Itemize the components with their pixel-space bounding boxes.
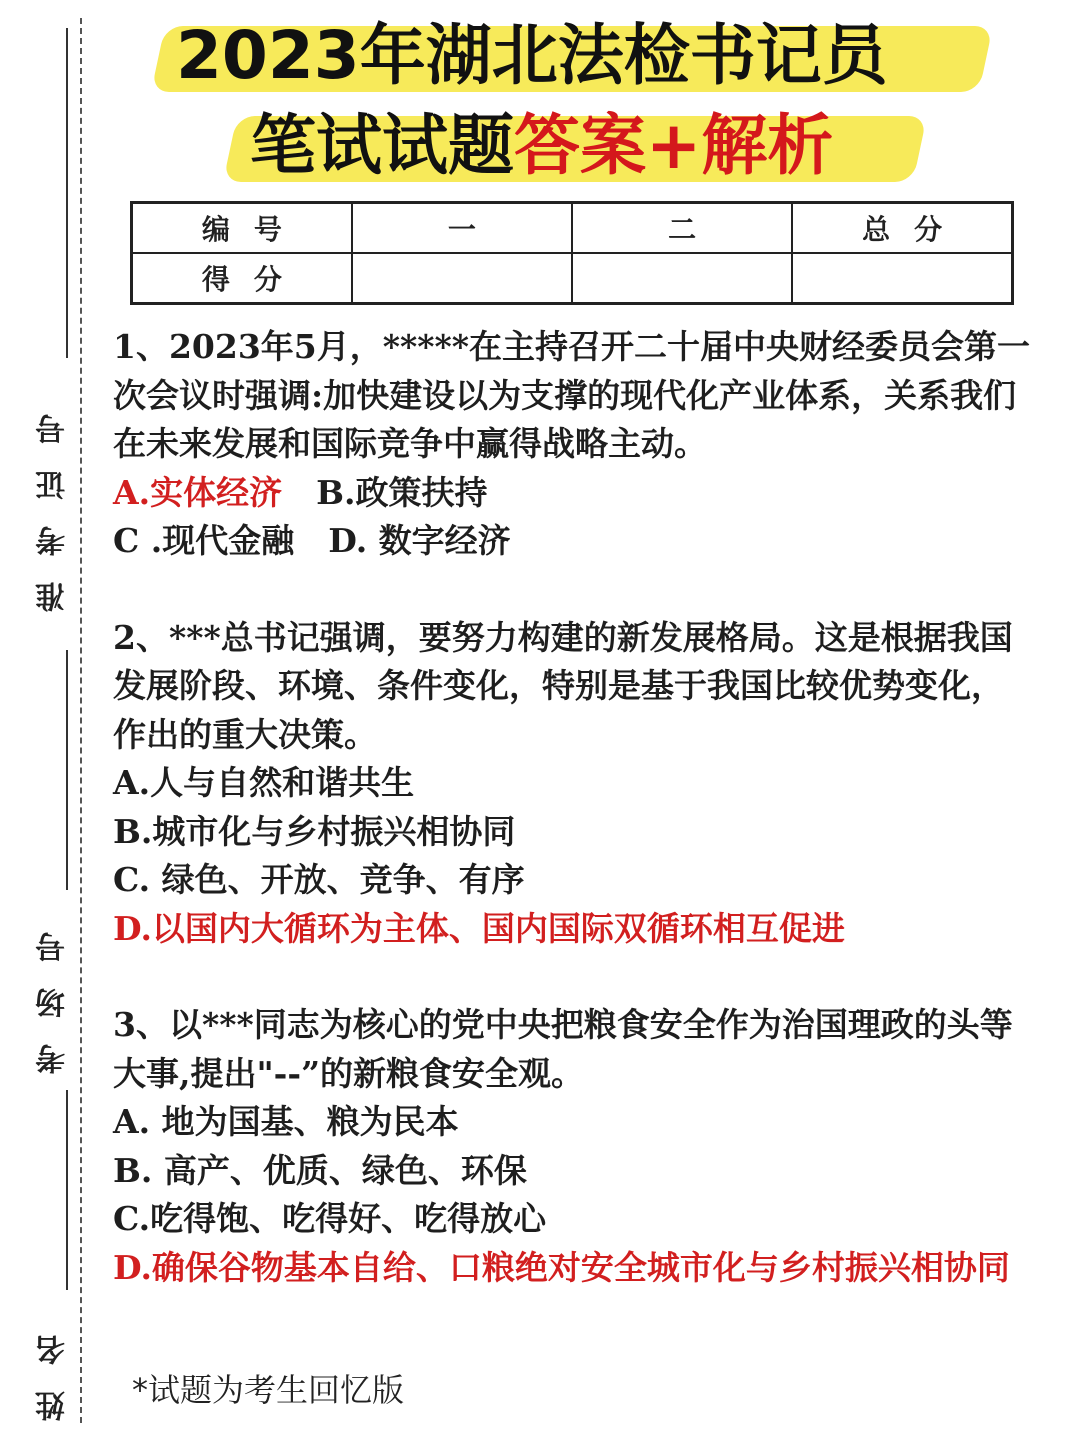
question-3-option-d: D.确保谷物基本自给、口粮绝对安全城市化与乡村振兴相协同 <box>113 1247 1010 1287</box>
title-line-2 <box>250 104 833 188</box>
question-1-options-row-2 <box>113 517 1033 566</box>
binding-margin <box>0 0 100 1443</box>
question-2-option-b: B.城市化与乡村振兴相协同 <box>113 811 516 851</box>
question-1-option-c: C .现代金融 <box>113 521 295 560</box>
question-2-stem: 2、***总书记强调，要努力构建的新发展格局。这是根据我国发展阶段、环境、条件变化，特别是基于我国比较优势变化，作出的重大决策。 <box>113 617 1013 754</box>
question-1-options-row-1 <box>113 469 1033 518</box>
score-row-label: 得分 <box>132 253 352 304</box>
score-cell-part-2[interactable] <box>572 253 792 304</box>
score-header-total: 总分 <box>792 203 1012 254</box>
score-cell-total[interactable] <box>792 253 1012 304</box>
score-table <box>130 201 1014 305</box>
score-header-number: 编号 <box>132 203 352 254</box>
score-table-header-row <box>132 203 1013 254</box>
question-list <box>113 323 1033 1292</box>
title-line-1 <box>176 14 888 98</box>
question-1-option-b: B.政策扶持 <box>316 472 488 512</box>
exam-id-blank <box>66 28 68 358</box>
question-3-option-b: B. 高产、优质、绿色、环保 <box>113 1150 527 1190</box>
room-no-blank <box>66 650 68 890</box>
title-text-1: 2023年湖北法检书记员 <box>176 17 888 94</box>
room-no-label: 考场号 <box>36 906 71 1074</box>
footnote: *试题为考生回忆版 <box>132 1371 405 1409</box>
title-text-2-black: 笔试试题 <box>250 107 514 184</box>
question-3-option-a: A. 地为国基、粮为民本 <box>113 1102 459 1141</box>
name-label: 姓名 <box>36 1309 71 1421</box>
question-1-option-d: D. 数字经济 <box>328 521 511 560</box>
score-header-part-2: 二 <box>572 203 792 254</box>
score-table-score-row <box>132 253 1013 304</box>
cut-line <box>80 18 82 1423</box>
question-3-option-c: C.吃得饱、吃得好、吃得放心 <box>113 1199 547 1238</box>
question-1-stem: 1、2023年5月，*****在主持召开二十届中央财经委员会第一次会议时强调:加快建设以为支撑的现代化产业体系，关系我们在未来发展和国际竞争中赢得战略主动。 <box>113 327 1031 463</box>
question-3-stem: 3、以***同志为核心的党中央把粮食安全作为治国理政的头等大事,提出"--”的新粮食安全观。 <box>113 1005 1013 1093</box>
title-text-2-red: 答案+解析 <box>514 107 834 184</box>
question-2-option-a: A.人与自然和谐共生 <box>113 763 415 802</box>
question-1-option-a: A.实体经济 <box>113 472 283 512</box>
exam-id-label: 准考证号 <box>36 388 71 612</box>
score-cell-part-1[interactable] <box>352 253 572 304</box>
question-2-option-d: D.以国内大循环为主体、国内国际双循环相互促进 <box>113 908 845 948</box>
name-blank <box>66 1090 68 1290</box>
question-2-option-c: C. 绿色、开放、竞争、有序 <box>113 860 525 899</box>
score-header-part-1: 一 <box>352 203 572 254</box>
